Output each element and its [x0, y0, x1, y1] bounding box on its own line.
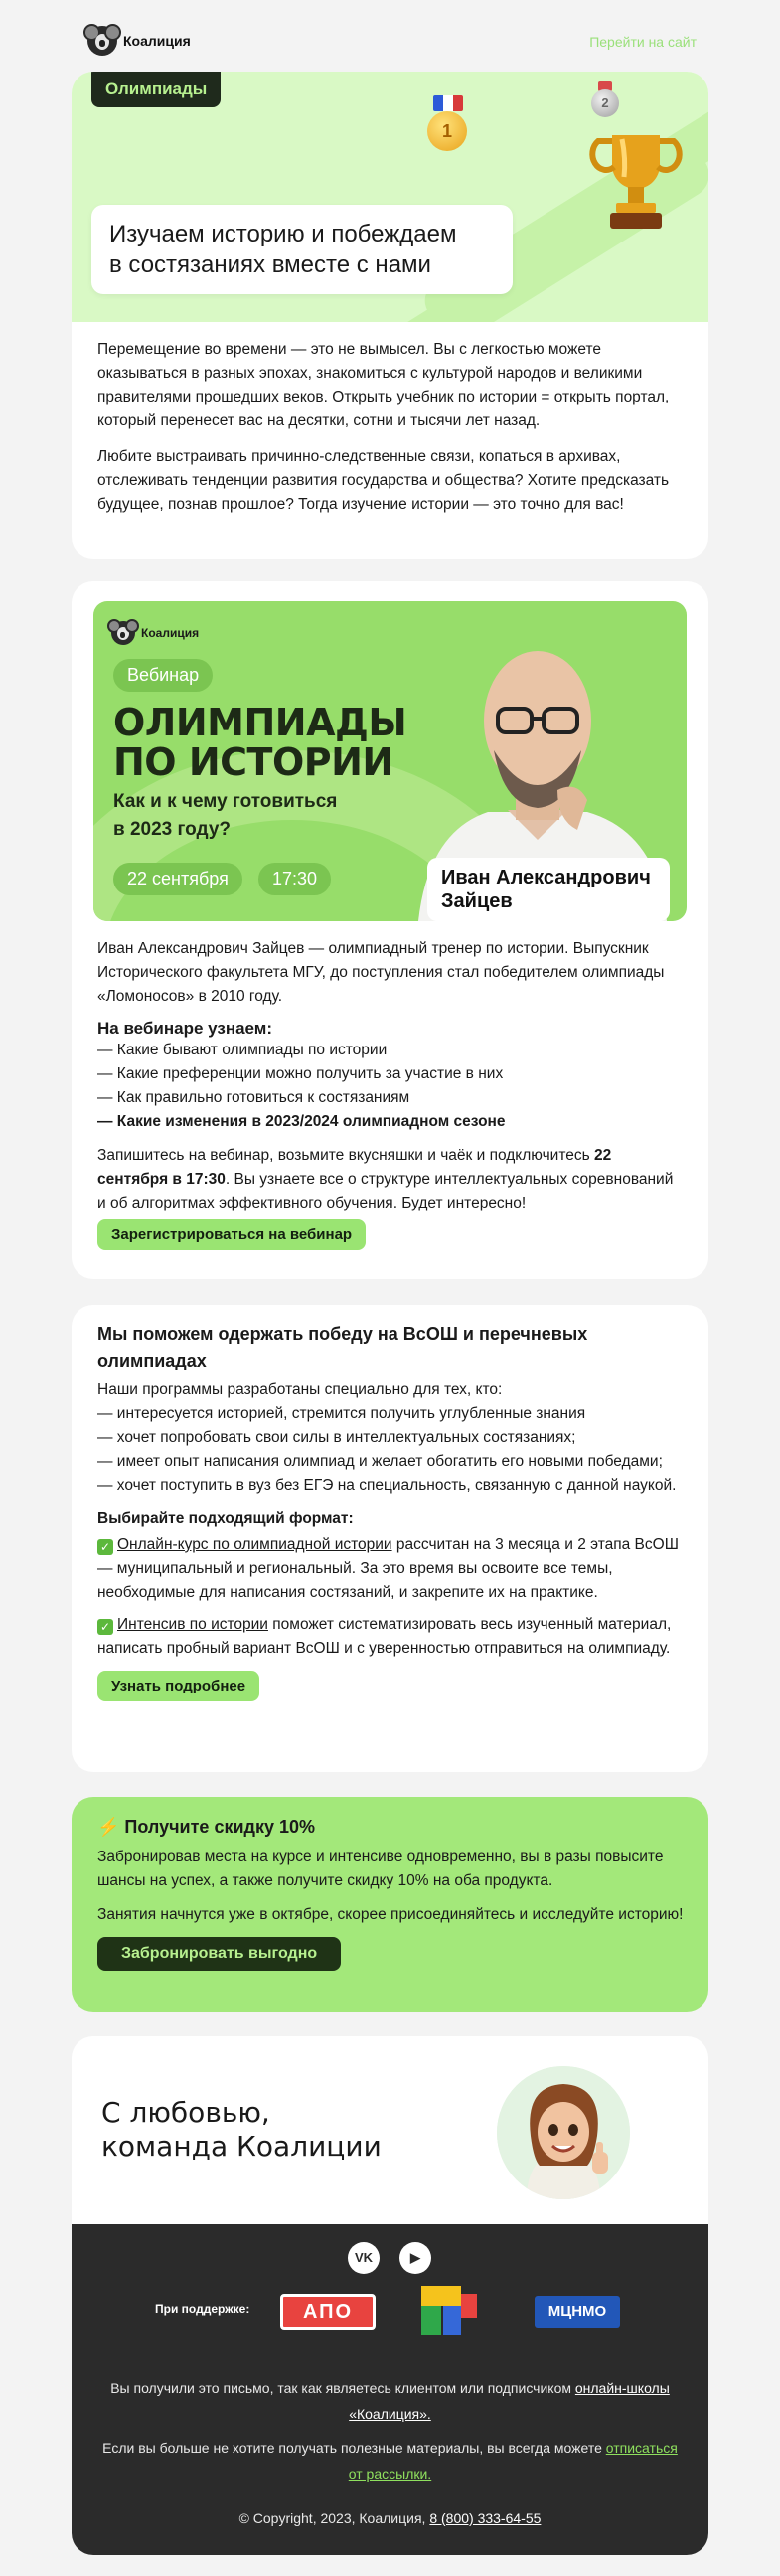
unsubscribe-link[interactable]: отписаться от рассылки.	[348, 2440, 678, 2482]
check-icon: ✓	[97, 1539, 113, 1555]
brand-logo[interactable]	[87, 26, 191, 56]
logo-part	[443, 2306, 461, 2335]
learn-more-button[interactable]: Узнать подробнее	[97, 1671, 259, 1701]
webinar-headline	[113, 703, 406, 782]
subscription-notice	[97, 2375, 683, 2427]
intensive-description	[97, 1613, 686, 1661]
book-discount-button[interactable]: Забронировать выгодно	[97, 1937, 341, 1971]
discount-text: Занятия начнутся уже в октябре, скорее присоединяйтесь и исследуйте историю!	[97, 1906, 684, 1923]
webinar-date: 22 сентября	[113, 863, 242, 895]
email-footer	[72, 2224, 708, 2555]
format-title: Выбирайте подходящий формат:	[97, 1510, 354, 1527]
webinar-badge: Вебинар	[113, 659, 213, 692]
list-item: — Какие изменения в 2023/2024 олимпиадном сезоне	[97, 1113, 506, 1130]
youtube-icon[interactable]: ▶	[399, 2242, 431, 2274]
check-icon: ✓	[97, 1619, 113, 1635]
koala-logo-icon	[111, 621, 135, 645]
hero-text	[97, 338, 684, 529]
speaker-name-line: Иван Александрович	[441, 867, 651, 888]
hero-title	[91, 205, 513, 294]
partner-mccme-logo: МЦНМО	[535, 2296, 620, 2328]
learn-list	[97, 1039, 684, 1134]
brand-name: Коалиция	[123, 33, 191, 49]
subtitle-line: в 2023 году?	[113, 819, 231, 840]
partner-cube-logo	[421, 2286, 479, 2337]
logo-part	[421, 2306, 441, 2335]
webinar-text	[97, 937, 684, 1250]
course-text: рассчитан на 3 месяца и 2 этапа ВсОШ — муниципальный и региональный. За это время вы освоите все темы, необходимые для написания состязаний, и закрепите их на практике.	[97, 1536, 679, 1601]
programs-title: Мы поможем одержать победу на ВсОШ и перечневых олимпиадах	[97, 1324, 588, 1370]
audience-item: — интересуется историей, стремится получить углубленные знания	[97, 1405, 586, 1422]
audience-item: — хочет попробовать свои силы в интеллектуальных состязаниях;	[97, 1429, 576, 1446]
copyright	[97, 2505, 683, 2531]
hero-banner	[72, 72, 708, 322]
course-link[interactable]: Онлайн-курс по олимпиадной истории	[117, 1536, 392, 1553]
webinar-invite	[97, 1144, 684, 1215]
logo-part	[421, 2286, 461, 2306]
support-label: При поддержке:	[155, 2302, 250, 2316]
webinar-card	[72, 581, 708, 1279]
programs-card	[72, 1305, 708, 1772]
register-webinar-button[interactable]: Зарегистрироваться на вебинар	[97, 1219, 366, 1250]
intensive-link[interactable]: Интенсив по истории	[117, 1616, 268, 1633]
notice-text: Вы получили это письмо, так как являетесь клиентом или подписчиком	[110, 2380, 575, 2396]
closing-signature	[101, 2096, 382, 2164]
course-description	[97, 1533, 686, 1605]
invite-datetime: 22 сентября в 17:30	[97, 1147, 612, 1188]
partner-apo-logo: АПО	[280, 2294, 376, 2330]
brand-name: Коалиция	[141, 626, 200, 640]
koala-logo-icon	[87, 26, 117, 56]
audience-item: — хочет поступить в вуз без ЕГЭ на специальность, связанную с данной наукой.	[97, 1477, 677, 1494]
discount-title: ⚡ Получите скидку 10%	[97, 1817, 316, 1837]
list-item: — Какие бывают олимпиады по истории	[97, 1042, 388, 1058]
trophy-icon	[588, 127, 684, 237]
programs-intro: Наши программы разработаны специально для тех, кто:	[97, 1381, 503, 1398]
invite-text: Запишитесь на вебинар, возьмите вкусняшки и чаёк и подключитесь	[97, 1147, 594, 1164]
phone-link[interactable]: 8 (800) 333-64-55	[429, 2510, 542, 2526]
list-item: — Какие преференции можно получить за участие в них	[97, 1065, 504, 1082]
hero-card	[72, 72, 708, 559]
speaker-name	[427, 858, 670, 921]
hero-title-line: Изучаем историю и побеждаем	[109, 221, 457, 247]
discount-text: Забронировав места на курсе и интенсиве одновременно, вы в разы повысите шансы на успех, а также получите скидку 10% на оба продукта.	[97, 1849, 664, 1889]
headline-line: ПО ИСТОРИИ	[113, 740, 393, 784]
webinar-subtitle	[113, 788, 337, 844]
vk-icon[interactable]: VK	[348, 2242, 380, 2274]
intensive-text: поможет систематизировать весь изученный материал, написать пробный вариант ВсОШ и с уверенностью отправиться на олимпиаду.	[97, 1616, 672, 1657]
learn-title: На вебинаре узнаем:	[97, 1019, 273, 1038]
hero-paragraph: Перемещение во времени — это не вымысел. Вы с легкостью можете оказываться в разных эпохах, знакомиться с культурой народов и великими правителями прошедших веков. Открыть учебник по истории = открыть портал, который перенесет вас на десятки, сотни и тысячи лет назад.	[97, 341, 670, 429]
discount-card	[72, 1797, 708, 2012]
headline-line: ОЛИМПИАДЫ	[113, 701, 407, 744]
copyright-text: © Copyright, 2023, Коалиция,	[238, 2510, 430, 2526]
olympiads-tag: Олимпиады	[91, 72, 221, 107]
closing-card	[72, 2036, 708, 2555]
invite-text: . Вы узнаете все о структуре интеллектуальных соревнований и об алгоритмах эффективного обучения. Будет интересно!	[97, 1171, 674, 1211]
go-to-site-link[interactable]: Перейти на сайт	[589, 34, 697, 50]
audience-item: — имеет опыт написания олимпиад и желает обогатить его новыми победами;	[97, 1453, 663, 1470]
signature-line: С любовью,	[101, 2096, 270, 2129]
hero-paragraph: Любите выстраивать причинно-следственные связи, копаться в архивах, отслеживать тенденции развития государства и общества? Хотите предсказать будущее, познав прошлое? Тогда изучение истории — это точно для вас!	[97, 448, 670, 513]
subtitle-line: Как и к чему готовиться	[113, 791, 338, 812]
signature-line: команда Коалиции	[101, 2130, 382, 2163]
logo-part	[461, 2294, 477, 2318]
school-link[interactable]: онлайн-школы «Коалиция».	[349, 2380, 670, 2422]
gold-medal-icon: 1	[427, 111, 467, 151]
speaker-bio: Иван Александрович Зайцев — олимпиадный тренер по истории. Выпускник Исторического факультета МГУ, до поступления стал победителем олимпиады «Ломоносов» в 2010 году.	[97, 940, 665, 1005]
email-header	[72, 22, 708, 62]
unsubscribe-notice	[97, 2435, 683, 2487]
silver-medal-icon: 2	[591, 89, 619, 117]
list-item: — Как правильно готовиться к состязаниям	[97, 1089, 410, 1106]
unsubscribe-text: Если вы больше не хотите получать полезные материалы, вы всегда можете	[102, 2440, 606, 2456]
webinar-time: 17:30	[258, 863, 331, 895]
webinar-banner[interactable]	[93, 601, 687, 921]
team-avatar	[497, 2066, 630, 2199]
ribbon-icon	[433, 95, 463, 111]
webinar-logo	[111, 621, 199, 645]
hero-title-line: в состязаниях вместе с нами	[109, 251, 431, 278]
speaker-name-line: Зайцев	[441, 890, 513, 912]
